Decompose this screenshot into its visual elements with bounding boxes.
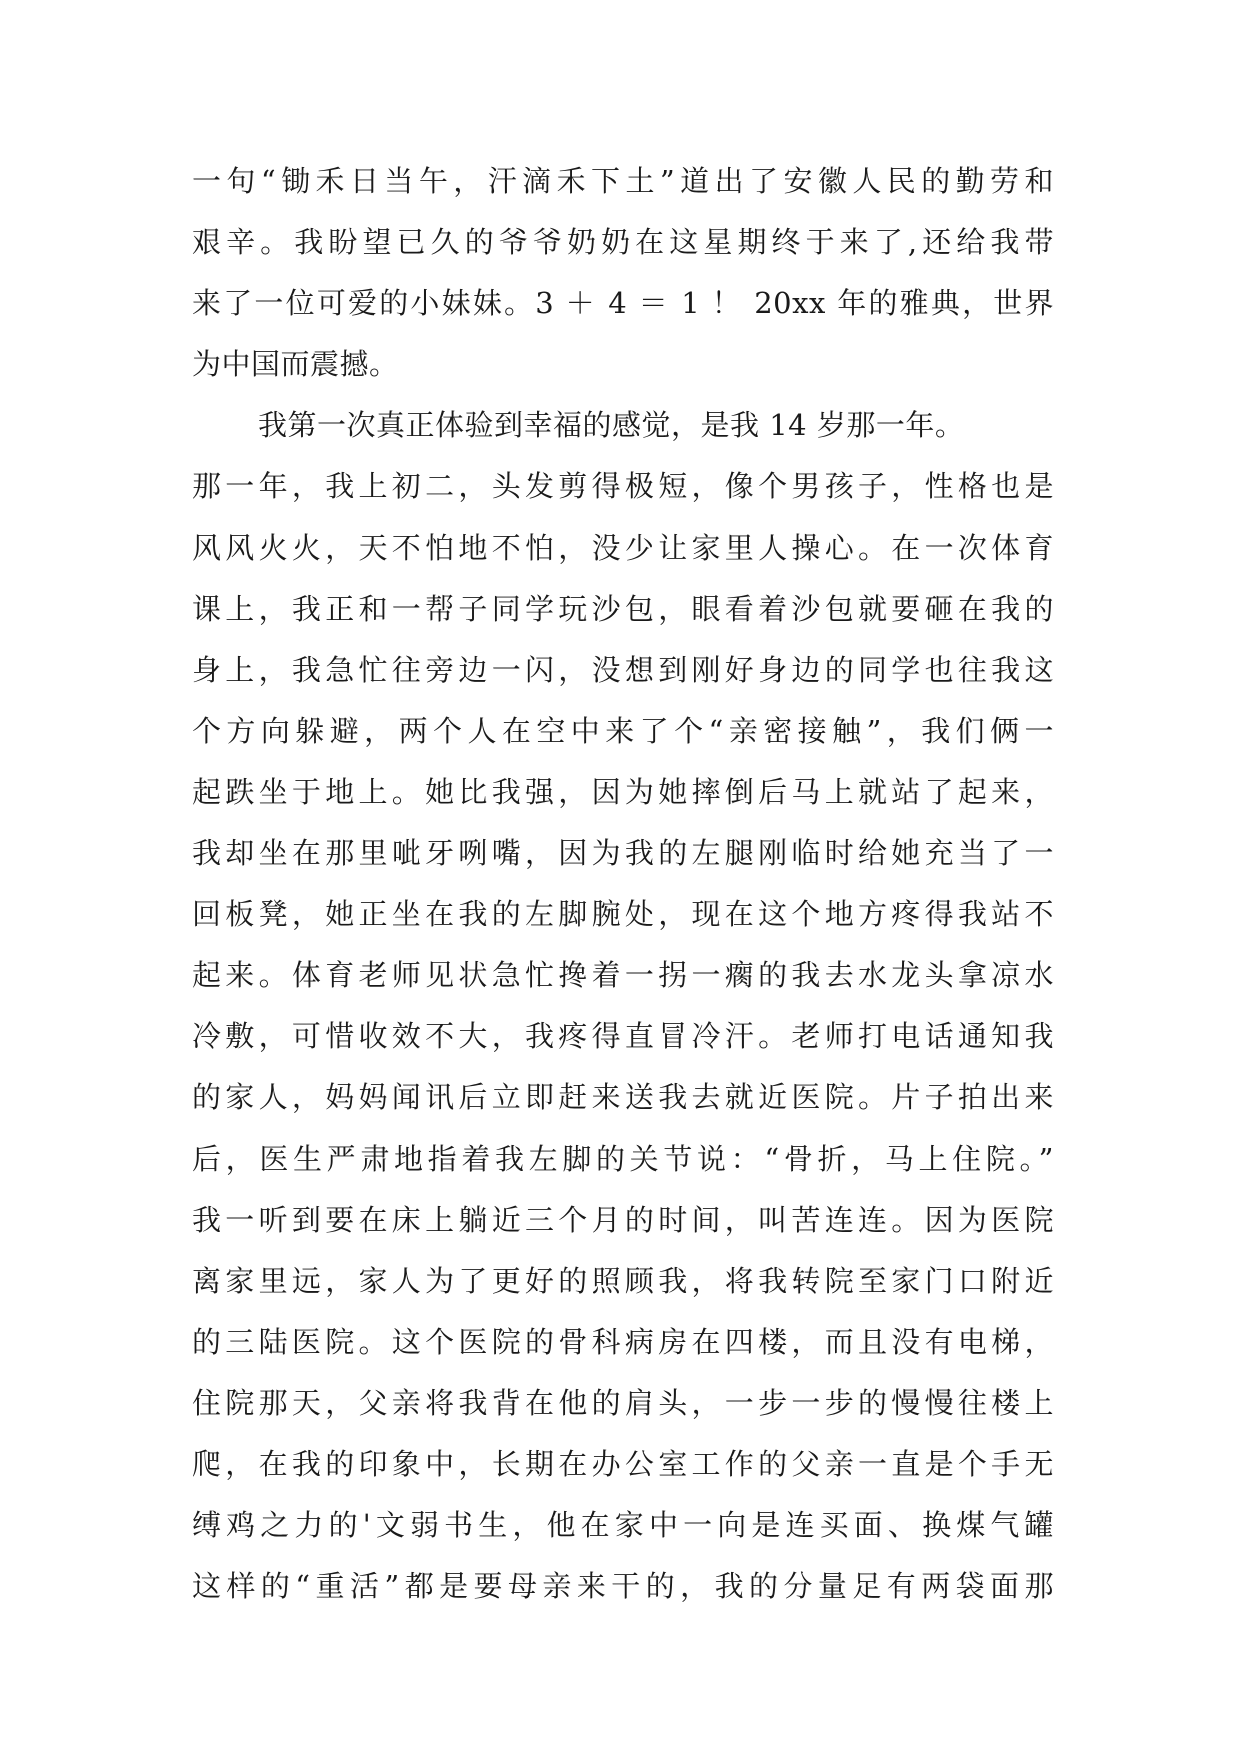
text-line: 冷敷，可惜收效不大，我疼得直冒冷汗。老师打电话通知我 bbox=[192, 1019, 1054, 1054]
text-line: 这样的“重活”都是要母亲来干的，我的分量足有两袋面那 bbox=[192, 1569, 1054, 1604]
text-line: 起跌坐于地上。她比我强，因为她摔倒后马上就站了起来， bbox=[192, 774, 1054, 809]
text-line: 艰辛。我盼望已久的爷爷奶奶在这星期终于来了,还给我带 bbox=[192, 225, 1054, 260]
text-line: 的家人，妈妈闻讯后立即赶来送我去就近医院。片子拍出来 bbox=[192, 1080, 1054, 1115]
text-line: 我一听到要在床上躺近三个月的时间，叫苦连连。因为医院 bbox=[192, 1202, 1054, 1237]
document-body bbox=[192, 151, 1054, 1617]
text-line: 风风火火，天不怕地不怕，没少让家里人操心。在一次体育 bbox=[192, 530, 1054, 565]
text-line: 来了一位可爱的小妹妹。3 ＋ 4 ＝ 1 ！ 20xx 年的雅典，世界 bbox=[192, 286, 1054, 321]
text-line: 回板凳，她正坐在我的左脚腕处，现在这个地方疼得我站不 bbox=[192, 897, 1054, 932]
paragraph-1 bbox=[192, 151, 1054, 395]
text-line: 个方向躲避，两个人在空中来了个“亲密接触”，我们俩一 bbox=[192, 713, 1054, 748]
text-line: 我第一次真正体验到幸福的感觉，是我 14 岁那一年。 bbox=[258, 408, 965, 443]
text-line: 住院那天，父亲将我背在他的肩头，一步一步的慢慢往楼上 bbox=[192, 1385, 1054, 1420]
paragraph-2 bbox=[192, 395, 1054, 1617]
text-line: 缚鸡之力的'文弱书生，他在家中一向是连买面、换煤气罐 bbox=[192, 1508, 1054, 1543]
text-line: 我却坐在那里呲牙咧嘴，因为我的左腿刚临时给她充当了一 bbox=[192, 836, 1054, 871]
text-line: 离家里远，家人为了更好的照顾我，将我转院至家门口附近 bbox=[192, 1263, 1054, 1298]
text-line: 为中国而震撼。 bbox=[192, 347, 399, 382]
text-line: 起来。体育老师见状急忙搀着一拐一瘸的我去水龙头拿凉水 bbox=[192, 958, 1054, 993]
text-line: 课上，我正和一帮子同学玩沙包，眼看着沙包就要砸在我的 bbox=[192, 591, 1054, 626]
text-line: 爬，在我的印象中，长期在办公室工作的父亲一直是个手无 bbox=[192, 1446, 1054, 1481]
text-line: 那一年，我上初二，头发剪得极短，像个男孩子，性格也是 bbox=[192, 469, 1054, 504]
text-line: 一句“锄禾日当午，汗滴禾下土”道出了安徽人民的勤劳和 bbox=[192, 164, 1054, 198]
text-line: 后，医生严肃地指着我左脚的关节说：“骨折，马上住院。” bbox=[192, 1141, 1054, 1176]
text-line: 身上，我急忙往旁边一闪，没想到刚好身边的同学也往我这 bbox=[192, 652, 1054, 687]
text-line: 的三陆医院。这个医院的骨科病房在四楼，而且没有电梯， bbox=[192, 1324, 1054, 1359]
